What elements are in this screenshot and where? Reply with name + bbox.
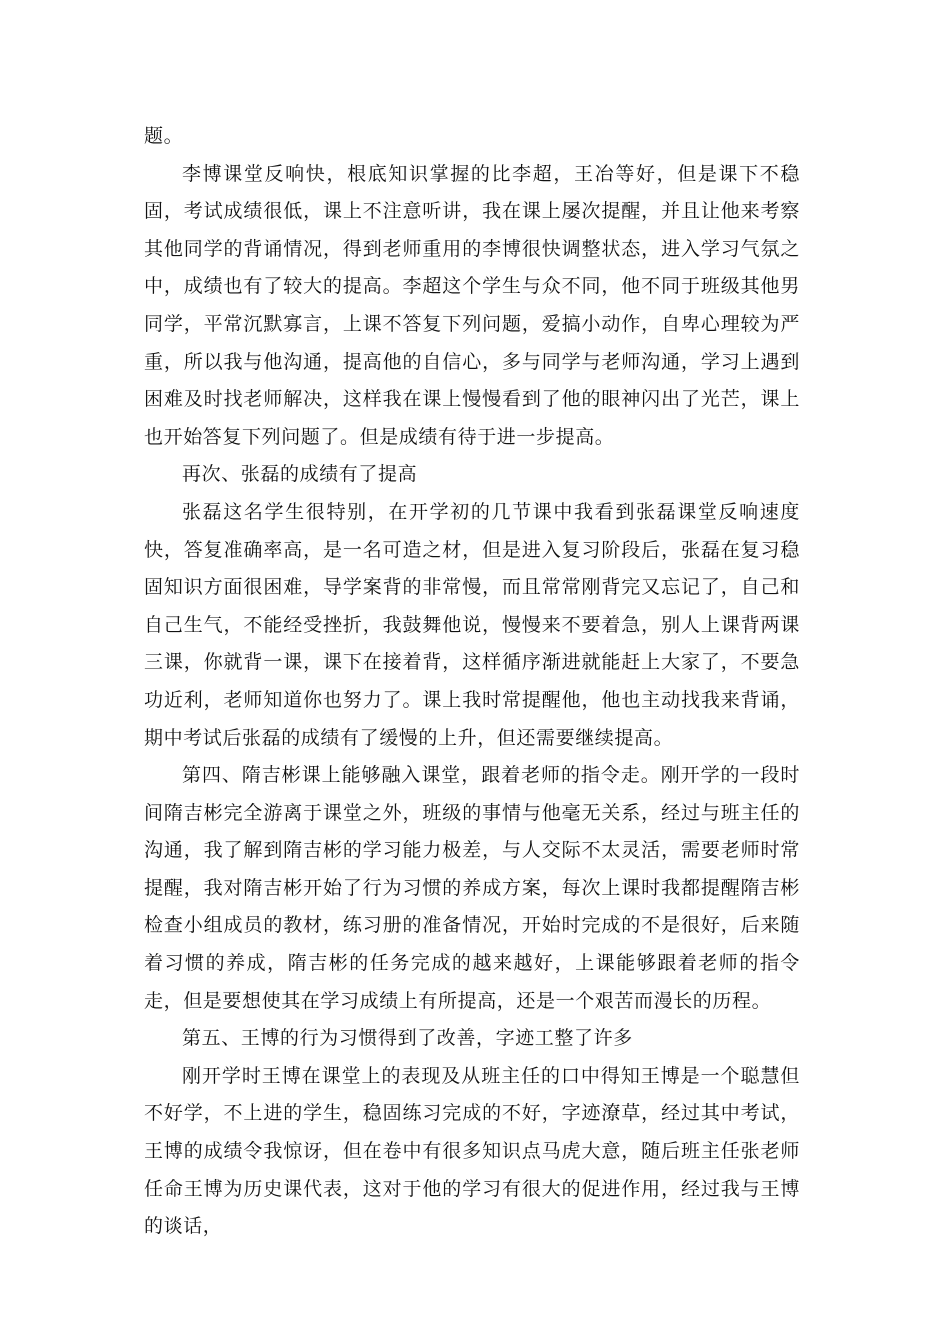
paragraph: 第四、隋吉彬课上能够融入课堂，跟着老师的指令走。刚开学的一段时间隋吉彬完全游离于课堂之外，班级的事情与他毫无关系，经过与班主任的沟通，我了解到隋吉彬的学习能力极差，与人交际不太灵活，需要老师时常提醒，我对隋吉彬开始了行为习惯的养成方案，每次上课时我都提醒隋吉彬检查小组成员的教材，练习册的准备情况，开始时完成的不是很好，后来随着习惯的养成，隋吉彬的任务完成的越来越好，上课能够跟着老师的指令走，但是要想使其在学习成绩上有所提高，还是一个艰苦而漫长的历程。: [144, 764, 800, 1012]
document-body: [144, 118, 800, 1246]
section-heading: 再次、张磊的成绩有了提高: [182, 463, 418, 486]
paragraph: 李博课堂反响快，根底知识掌握的比李超，王冶等好，但是课下不稳固，考试成绩很低，课上不注意听讲，我在课上屡次提醒，并且让他来考察其他同学的背诵情况，得到老师重用的李博很快调整状态，进入学习气氛之中，成绩也有了较大的提高。李超这个学生与众不同，他不同于班级其他男同学，平常沉默寡言，上课不答复下列问题，爱搞小动作，自卑心理较为严重，所以我与他沟通，提高他的自信心，多与同学与老师沟通，学习上遇到困难及时找老师解决，这样我在课上慢慢看到了他的眼神闪出了光芒，课上也开始答复下列问题了。但是成绩有待于进一步提高。: [144, 162, 800, 448]
paragraph: 张磊这名学生很特别，在开学初的几节课中我看到张磊课堂反响速度快，答复准确率高，是一名可造之材，但是进入复习阶段后，张磊在复习稳固知识方面很困难，导学案背的非常慢，而且常常刚背完又忘记了，自己和自己生气，不能经受挫折，我鼓舞他说，慢慢来不要着急，别人上课背两课三课，你就背一课，课下在接着背，这样循序渐进就能赶上大家了，不要急功近利，老师知道你也努力了。课上我时常提醒他，他也主动找我来背诵，期中考试后张磊的成绩有了缓慢的上升，但还需要继续提高。: [144, 500, 800, 749]
paragraph: 题。: [144, 125, 184, 147]
section-heading: 第五、王博的行为习惯得到了改善，字迹工整了许多: [182, 1027, 633, 1050]
paragraph: 刚开学时王博在课堂上的表现及从班主任的口中得知王博是一个聪慧但不好学，不上进的学生，稳固练习完成的不好，字迹潦草，经过其中考试，王博的成绩令我惊讶，但在卷中有很多知识点马虎大意，随后班主任张老师任命王博为历史课代表，这对于他的学习有很大的促进作用，经过我与王博的谈话，: [144, 1064, 800, 1238]
